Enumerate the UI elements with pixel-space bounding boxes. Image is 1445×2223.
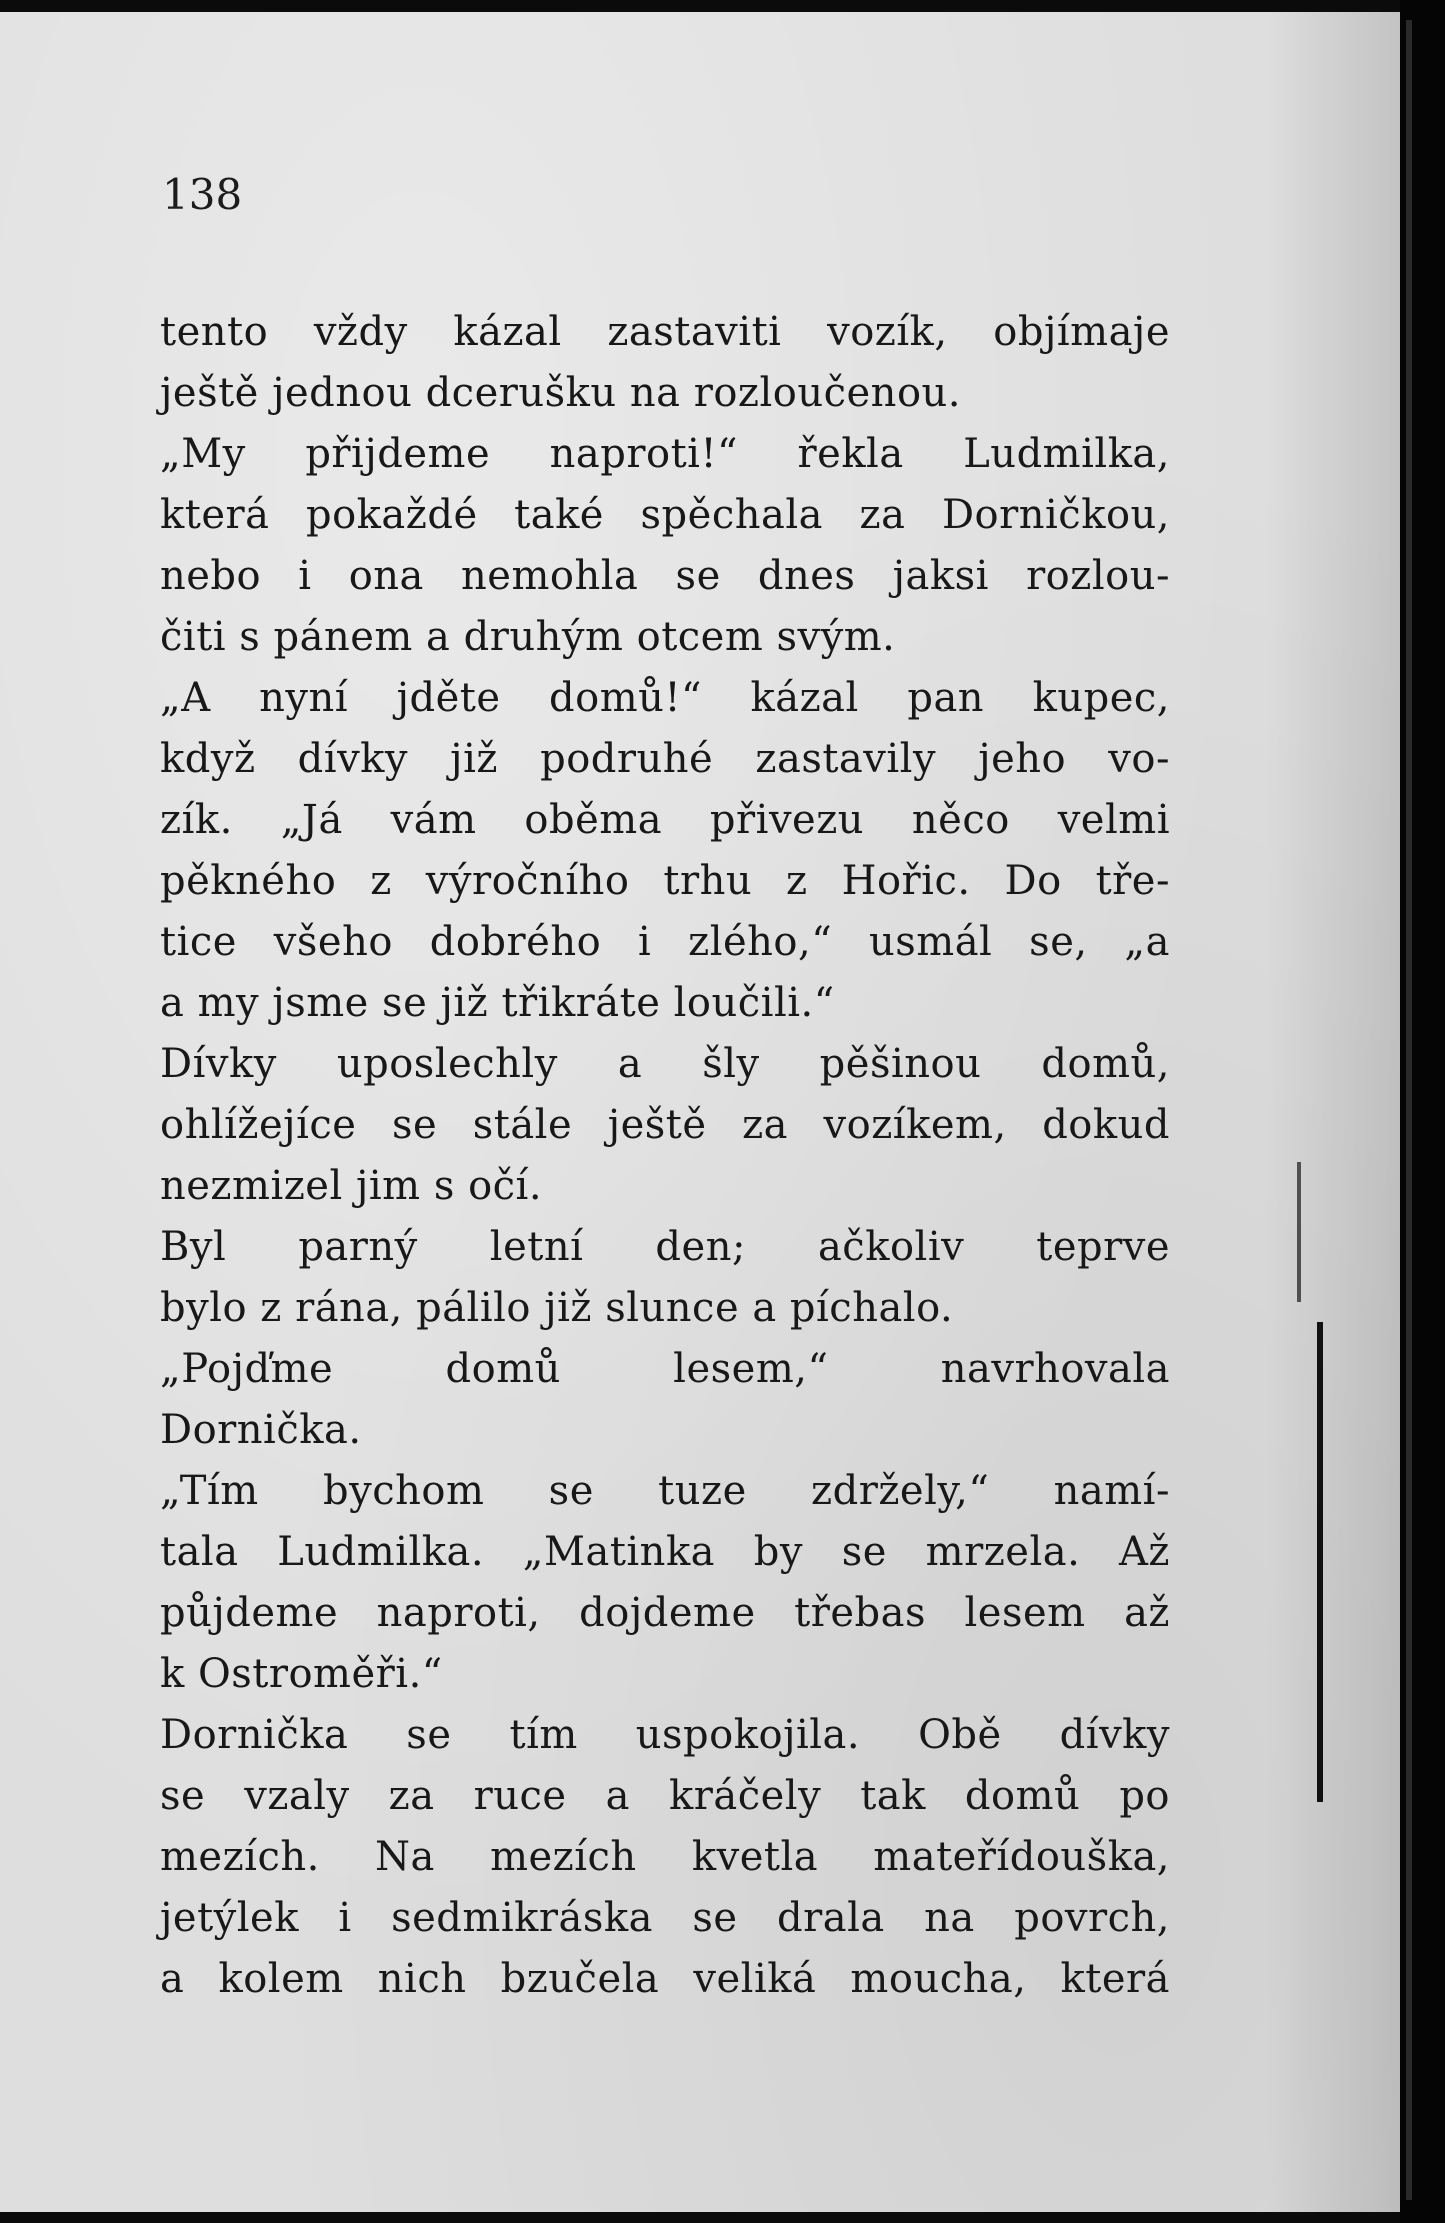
margin-mark — [1317, 1322, 1323, 1802]
page-edge-shadow — [1265, 12, 1400, 2212]
text-line: která pokaždé také spěchala za Dorničkou, — [160, 492, 1170, 538]
text-line: jetýlek i sedmikráska se drala na povrch, — [160, 1895, 1170, 1941]
text-line: když dívky již podruhé zastavily jeho vo- — [160, 736, 1170, 782]
text-line: zík. „Já vám oběma přivezu něco velmi — [160, 797, 1170, 843]
text-line: tice všeho dobrého i zlého,“ usmál se, „a — [160, 919, 1170, 965]
margin-mark — [1297, 1162, 1301, 1302]
text-line: mezích. Na mezích kvetla mateřídouška, — [160, 1834, 1170, 1880]
text-line: ještě jednou dcerušku na rozloučenou. — [160, 370, 961, 416]
text-line: čiti s pánem a druhým otcem svým. — [160, 614, 896, 660]
book-page — [0, 12, 1400, 2212]
text-line: pěkného z výročního trhu z Hořic. Do tře- — [160, 858, 1170, 904]
text-line: nezmizel jim s očí. — [160, 1163, 543, 1209]
text-line: tento vždy kázal zastaviti vozík, objímaje — [160, 309, 1170, 355]
text-line: ohlížejíce se stále ještě za vozíkem, dokud — [160, 1102, 1170, 1148]
text-line: „My přijdeme naproti!“ řekla Ludmilka, — [160, 431, 1170, 477]
text-line: Dornička se tím uspokojila. Obě dívky — [160, 1712, 1170, 1758]
text-line: a my jsme se již třikráte loučili.“ — [160, 980, 835, 1026]
body-text — [160, 302, 1170, 2010]
text-line: Byl parný letní den; ačkoliv teprve — [160, 1224, 1170, 1270]
text-line: se vzaly za ruce a kráčely tak domů po — [160, 1773, 1170, 1819]
scan-border — [1400, 0, 1445, 2223]
text-line: a kolem nich bzučela veliká moucha, která — [160, 1956, 1170, 2002]
text-line: nebo i ona nemohla se dnes jaksi rozlou- — [160, 553, 1170, 599]
text-line: Dornička. — [160, 1407, 362, 1453]
text-line: Dívky uposlechly a šly pěšinou domů, — [160, 1041, 1170, 1087]
adjacent-page-edge — [1406, 20, 1412, 2200]
text-line: půjdeme naproti, dojdeme třebas lesem až — [160, 1590, 1170, 1636]
text-line: tala Ludmilka. „Matinka by se mrzela. Až — [160, 1529, 1170, 1575]
text-line: „Tím bychom se tuze zdržely,“ namí- — [160, 1468, 1170, 1514]
text-line: „A nyní jděte domů!“ kázal pan kupec, — [160, 675, 1170, 721]
text-line: „Pojďme domů lesem,“ navrhovala — [160, 1346, 1170, 1392]
page-number: 138 — [162, 170, 243, 219]
text-line: k Ostroměři.“ — [160, 1651, 443, 1697]
text-line: bylo z rána, pálilo již slunce a píchalo. — [160, 1285, 954, 1331]
